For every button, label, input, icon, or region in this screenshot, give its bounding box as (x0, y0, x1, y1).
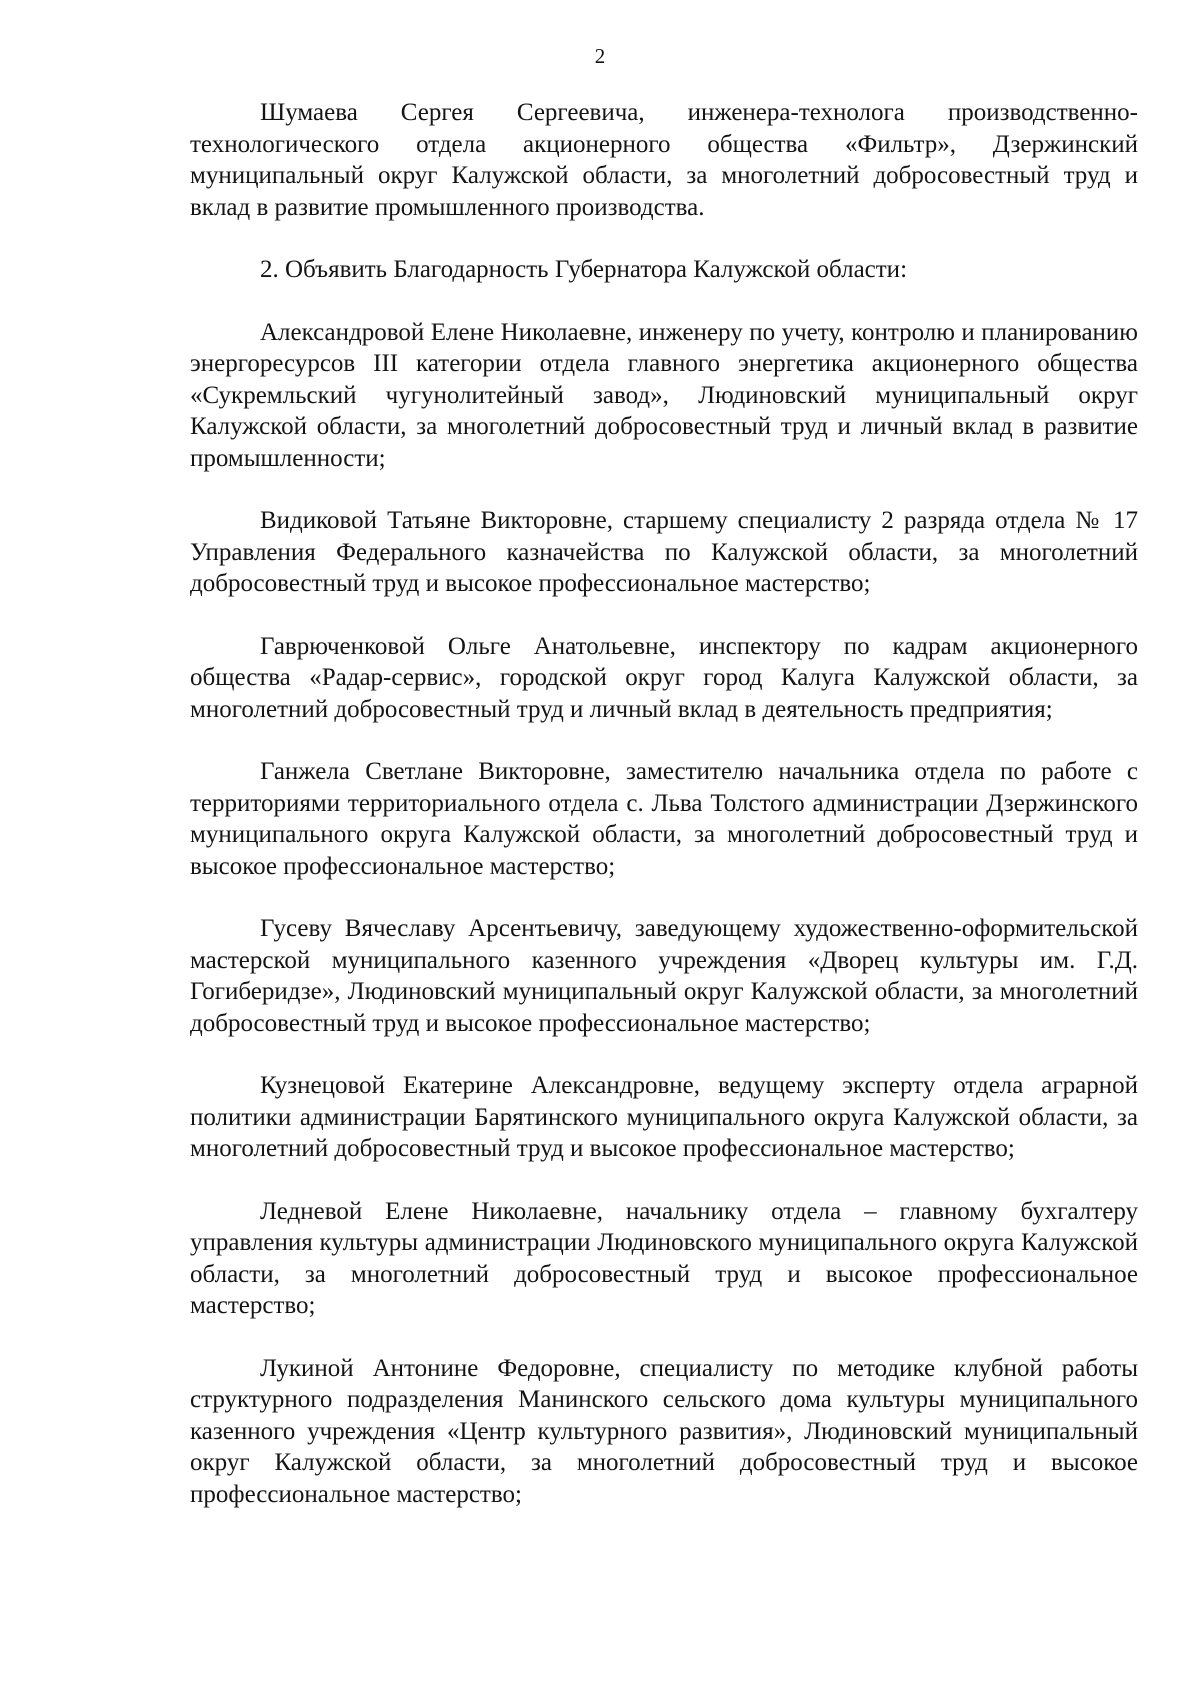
document-body (190, 97, 1138, 1510)
section-heading-gratitude: 2. Объявить Благодарность Губернатора Калужской области: (260, 256, 908, 283)
award-paragraph-ganzhela: Ганжела Светлане Викторовне, заместителю начальника отдела по работе с территориями территориального отдела с. Льва Толстого администрации Дзержинского муниципального округа Калужской области, за многолетний добросовестный труд и высокое профессиональное мастерство; (190, 758, 1138, 880)
award-paragraph-gusev: Гусеву Вячеславу Арсентьевичу, заведующему художественно-оформительской мастерской муниципального казенного учреждения «Дворец культуры им. Г.Д. Гогиберидзе», Людиновский муниципальный округ Калужской области, за многолетний добросовестный труд и высокое профессиональное мастерство; (190, 915, 1138, 1037)
award-paragraph-lukina: Лукиной Антонине Федоровне, специалисту по методике клубной работы структурного подразделения Манинского сельского дома культуры муниципального казенного учреждения «Центр культурного развития», Людиновский муниципальный округ Калужской области, за многолетний добросовестный труд и высокое профессиональное мастерство; (190, 1354, 1138, 1508)
award-paragraph-aleksandrova: Александровой Елене Николаевне, инженеру по учету, контролю и планированию энергоресурсов III категории отдела главного энергетика акционерного общества «Сукремльский чугунолитейный завод», Людиновский муниципальный округ Калужской области, за многолетний добросовестный труд и личный вклад в развитие промышленности; (190, 318, 1138, 472)
award-paragraph-kuznetsova: Кузнецовой Екатерине Александровне, ведущему эксперту отдела аграрной политики администрации Барятинского муниципального округа Калужской области, за многолетний добросовестный труд и высокое профессиональное мастерство; (190, 1072, 1138, 1162)
award-paragraph-gavryuchenkova: Гаврюченковой Ольге Анатольевне, инспектору по кадрам акционерного общества «Радар-сервис», городской округ город Калуга Калужской области, за многолетний добросовестный труд и личный вклад в деятельность предприятия; (190, 632, 1138, 723)
award-paragraph-ledneva: Ледневой Елене Николаевне, начальнику отдела – главному бухгалтеру управления культуры администрации Людиновского муниципального округа Калужской области, за многолетний добросовестный труд и высокое профессиональное мастерство; (190, 1197, 1138, 1319)
award-paragraph-vidikova: Видиковой Татьяне Викторовне, старшему специалисту 2 разряда отдела № 17 Управления Федерального казначейства по Калужской области, за многолетний добросовестный труд и высокое профессиональное мастерство; (190, 507, 1138, 597)
award-paragraph-shumaev: Шумаева Сергея Сергеевича, инженера-технолога производственно-технологического отдела акционерного общества «Фильтр», Дзержинский муниципальный округ Калужской области, за многолетний добросовестный труд и вклад в развитие промышленного производства. (190, 99, 1138, 221)
page-number: 2 (594, 44, 606, 68)
